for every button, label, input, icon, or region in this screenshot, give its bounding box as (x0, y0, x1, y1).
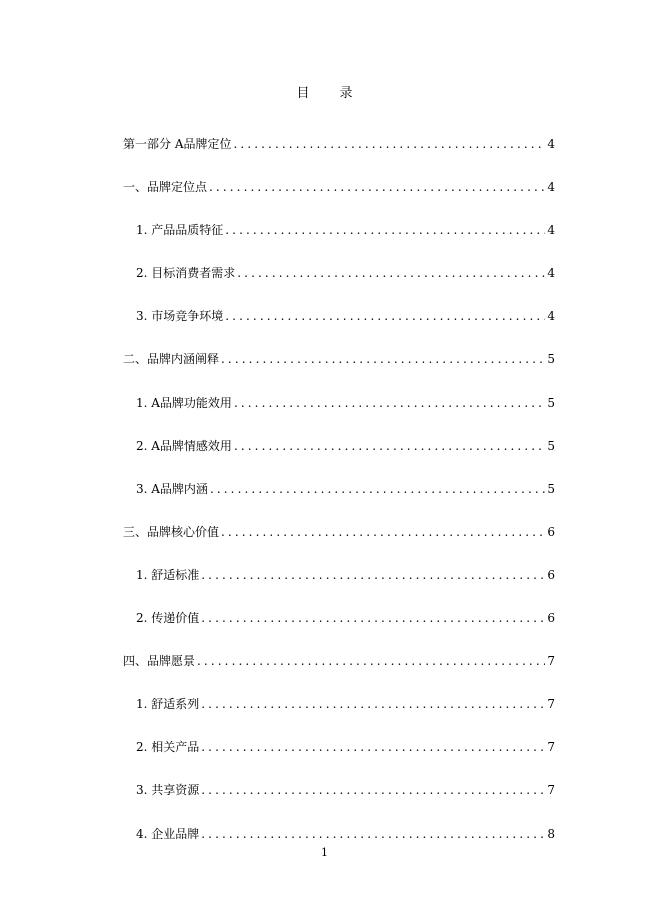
toc-entry-page: 5 (547, 481, 555, 496)
toc-entry-page: 4 (547, 266, 555, 281)
toc-entry-page: 6 (547, 524, 555, 539)
toc-entry-page: 4 (547, 223, 555, 238)
toc-leader-dots (234, 394, 545, 412)
toc-entry-page: 4 (547, 309, 555, 324)
toc-entry-page: 8 (547, 826, 555, 841)
toc-entry[interactable] (123, 178, 555, 221)
toc-entry-page: 7 (547, 740, 555, 755)
toc-entry[interactable] (123, 135, 555, 178)
toc-entry[interactable] (123, 695, 555, 738)
toc-entry-page: 4 (547, 137, 555, 151)
toc-entry[interactable] (123, 480, 555, 523)
toc-leader-dots (197, 652, 545, 670)
toc-title (0, 82, 649, 101)
toc-title-right: 录 (339, 86, 353, 101)
toc-entry[interactable] (123, 566, 555, 609)
toc-entry-label: 一、品牌定位点 (123, 180, 208, 195)
toc-entry-page: 5 (547, 352, 555, 367)
table-of-contents (123, 135, 555, 868)
toc-entry[interactable] (123, 523, 555, 566)
toc-leader-dots (237, 264, 545, 282)
toc-leader-dots (221, 350, 545, 368)
toc-entry-label: 第一部分 A品牌定位 (123, 137, 232, 151)
toc-leader-dots (201, 781, 545, 799)
toc-entry-label: 二、品牌内涵阐释 (123, 352, 220, 367)
toc-entry-label: 1. 产品品质特征 (136, 223, 224, 238)
toc-entry-label: 3. 市场竞争环境 (136, 309, 224, 324)
toc-entry-page: 7 (547, 654, 555, 669)
toc-entry[interactable] (123, 609, 555, 652)
toc-entry[interactable] (123, 437, 555, 480)
toc-leader-dots (209, 178, 545, 196)
page-number: 1 (321, 846, 328, 859)
toc-leader-dots (201, 695, 545, 713)
toc-entry[interactable] (123, 221, 555, 264)
toc-leader-dots (225, 307, 545, 325)
toc-entry-page: 6 (547, 567, 555, 582)
toc-entry-label: 1. 舒适系列 (136, 697, 200, 712)
toc-entry-page: 7 (547, 697, 555, 712)
toc-entry-label: 2. 目标消费者需求 (136, 266, 236, 281)
toc-entry-label: 1. 舒适标准 (136, 567, 200, 582)
toc-entry-label: 2. 传递价值 (136, 611, 200, 626)
toc-entry[interactable] (123, 652, 555, 695)
toc-entry[interactable] (123, 394, 555, 437)
toc-entry-label: 3. A品牌内涵 (136, 481, 208, 496)
toc-entry[interactable] (123, 264, 555, 307)
toc-entry-page: 6 (547, 611, 555, 626)
toc-entry-label: 四、品牌愿景 (123, 654, 196, 669)
toc-entry-label: 3. 共享资源 (136, 783, 200, 798)
toc-entry-page: 5 (547, 395, 555, 410)
toc-entry-label: 4. 企业品牌 (136, 826, 200, 841)
toc-entry[interactable] (123, 781, 555, 824)
toc-leader-dots (201, 738, 545, 756)
toc-entry-label: 2. 相关产品 (136, 740, 200, 755)
toc-entry-page: 7 (547, 783, 555, 798)
toc-leader-dots (201, 609, 545, 627)
toc-entry[interactable] (123, 350, 555, 393)
toc-entry-label: 2. A品牌情感效用 (136, 438, 232, 453)
toc-leader-dots (201, 566, 545, 584)
toc-entry-page: 5 (547, 438, 555, 453)
toc-leader-dots (221, 523, 545, 541)
toc-entry-label: 1. A品牌功能效用 (136, 395, 232, 410)
toc-title-left: 目 (296, 86, 310, 101)
toc-leader-dots (201, 825, 545, 843)
toc-entry-page: 4 (547, 180, 555, 195)
toc-leader-dots (210, 480, 545, 498)
toc-entry[interactable] (123, 307, 555, 350)
toc-leader-dots (225, 221, 545, 239)
toc-entry[interactable] (123, 738, 555, 781)
toc-leader-dots (233, 135, 545, 153)
toc-leader-dots (234, 437, 545, 455)
toc-entry-label: 三、品牌核心价值 (123, 524, 220, 539)
